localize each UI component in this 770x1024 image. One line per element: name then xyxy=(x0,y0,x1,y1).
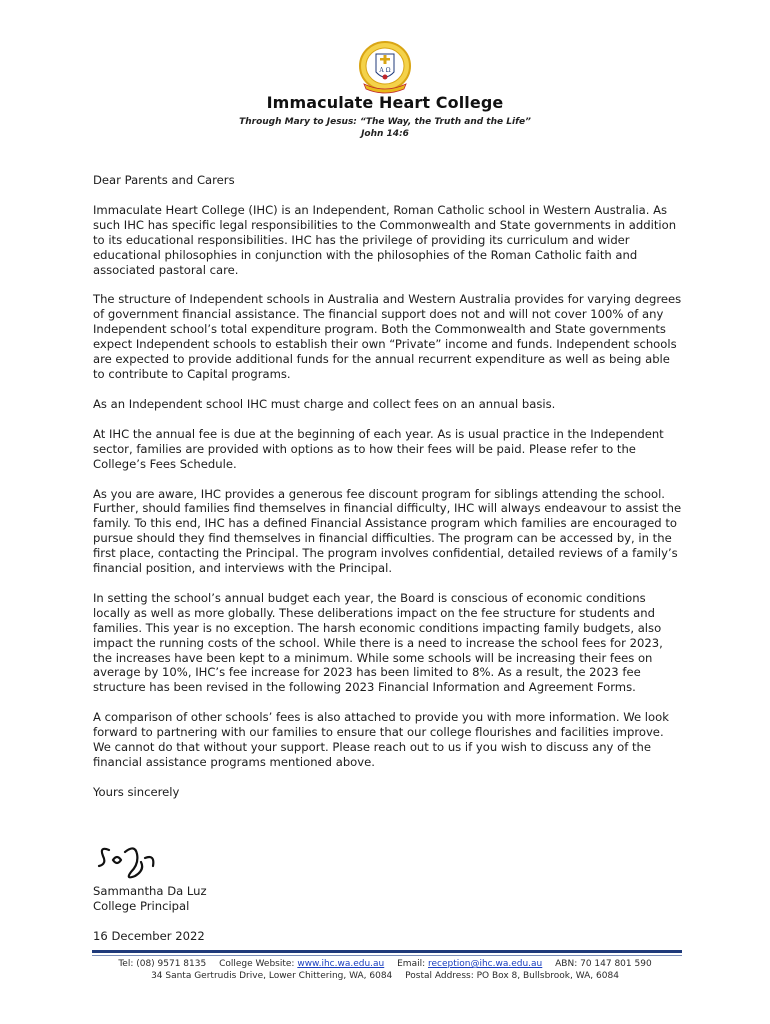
paragraph: In setting the school’s annual budget each year, the Board is conscious of economic conditions locally as well as more globally. These deliberations impact on the fee structure for students and families. This year is no exception. The harsh economic conditions impacting family budgets, also impact the running costs of the school. While there is a need to increase the school fees for 2023, the increases have been kept to a minimum. While some schools will be increasing their fees on average by 10%, IHC’s fee increase for 2023 has been limited to 8%. As a result, the 2023 fee structure has been revised in the following 2023 Financial Information and Agreement Forms. xyxy=(93,590,663,695)
paragraph: A comparison of other schools’ fees is also attached to provide you with more information. We look forward to partnering with our families to ensure that our college flourishes and facilities improve. We cannot do that without your support. Please reach out to us if you wish to discuss any of the financial assistance programs mentioned above. xyxy=(93,710,669,769)
footer-website-label: College Website: xyxy=(219,959,295,969)
school-name: Immaculate Heart College xyxy=(266,93,504,112)
paragraph: Immaculate Heart College (IHC) is an Independent, Roman Catholic school in Western Australia. As such IHC has specific legal responsibilities to the Commonwealth and State governments in addition to its educational responsibilities. IHC has the privilege of providing its curriculum and wider educational philosophies in conjunction with the philosophies of the Roman Catholic faith and associated pastoral care. xyxy=(93,202,677,277)
street-address: 34 Santa Gertrudis Drive, Lower Chittering, WA, 6084 xyxy=(151,971,393,981)
signer-name: Sammantha Da Luz xyxy=(93,884,207,898)
letter-date: 16 December 2022 xyxy=(93,929,205,943)
college-crest-logo xyxy=(354,40,416,96)
paragraph: At IHC the annual fee is due at the beginning of each year. As is usual practice in the Independent sector, families are provided with options as to how their fees will be paid. Please refer to the College’s Fees Schedule. xyxy=(93,426,664,471)
footer-phone: Tel: (08) 9571 8135 xyxy=(118,959,207,969)
motto-line: Through Mary to Jesus: “The Way, the Truth and the Life” xyxy=(239,117,531,127)
motto-reference: John 14:6 xyxy=(361,129,409,139)
signer-title: College Principal xyxy=(93,898,190,913)
paragraph: The structure of Independent schools in Australia and Western Australia provides for varying degrees of government financial assistance. The financial support does not and will not cover 100% of any Independent school’s total expenditure program. Both the Commonwealth and State governments expect Independent schools to establish their own “Private” income and funds. Independent schools are expected to provide additional funds for the annual recurrent expenditure as well as being able to contribute to Capital programs. xyxy=(93,292,682,381)
postal-address: Postal Address: PO Box 8, Bullsbrook, WA, 6084 xyxy=(405,971,619,981)
footer-email-label: Email: xyxy=(397,959,426,969)
salutation: Dear Parents and Carers xyxy=(93,173,235,187)
footer-contact xyxy=(0,959,770,969)
email-link[interactable]: reception@ihc.wa.edu.au xyxy=(428,959,543,969)
website-link[interactable]: www.ihc.wa.edu.au xyxy=(297,959,385,969)
closing: Yours sincerely xyxy=(93,784,180,799)
footer-abn: ABN: 70 147 801 590 xyxy=(555,959,652,969)
paragraph: As an Independent school IHC must charge and collect fees on an annual basis. xyxy=(93,396,556,411)
principal-signature xyxy=(95,836,175,882)
svg-text:A Ω: A Ω xyxy=(379,67,391,74)
footer-address xyxy=(0,971,770,981)
letter-body xyxy=(93,173,683,800)
footer-divider xyxy=(92,950,682,953)
signature-block xyxy=(93,884,207,914)
footer-divider-thin xyxy=(92,955,682,956)
paragraph: As you are aware, IHC provides a generous fee discount program for siblings attending the school. Further, should families find themselves in financial difficulty, IHC will always endeavour to assist the family. To this end, IHC has a defined Financial Assistance program which families are encouraged to pursue should they find themselves in financial difficulties. The program can be accessed by, in the first place, contacting the Principal. The program involves confidential, detailed reviews of a family’s financial position, and interviews with the Principal. xyxy=(93,486,682,576)
